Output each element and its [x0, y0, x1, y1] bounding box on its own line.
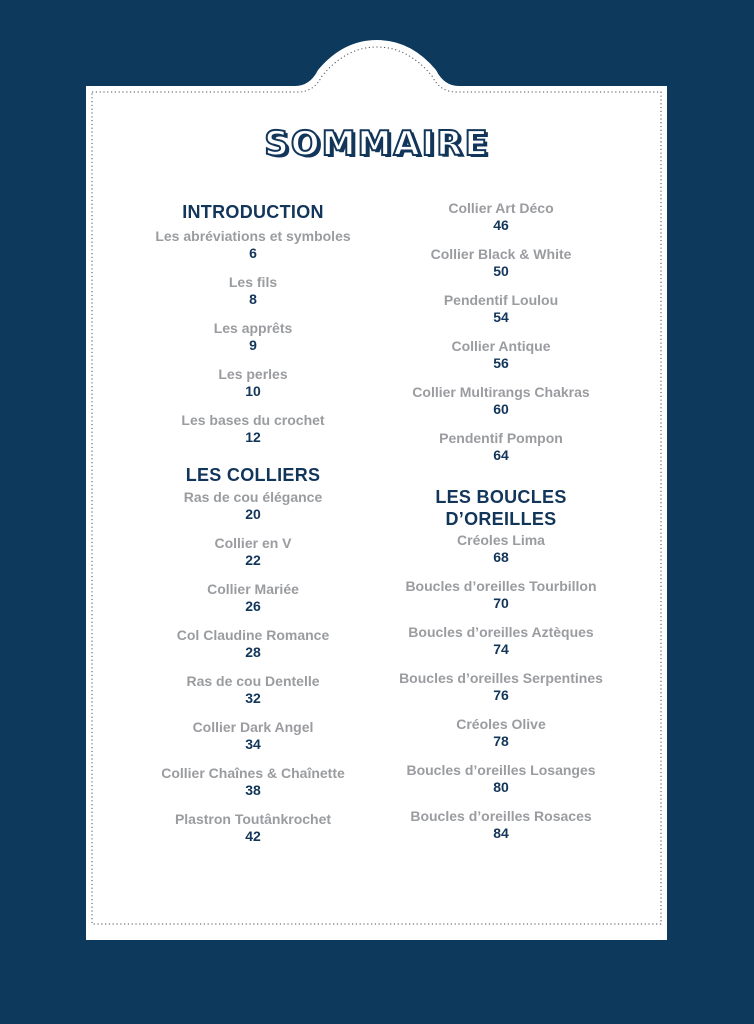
toc-entry[interactable]	[356, 624, 646, 658]
entry-title: Collier en V	[214, 535, 292, 551]
entry-page: 20	[245, 506, 261, 522]
toc-entry[interactable]	[356, 384, 646, 418]
entry-title: Boucles d’oreilles Rosaces	[410, 808, 592, 824]
toc-entry[interactable]	[108, 489, 398, 523]
entry-title: Les bases du crochet	[181, 412, 325, 428]
toc-entry[interactable]	[356, 532, 646, 566]
page-title: SOMMAIRE	[264, 124, 490, 164]
entry-page: 78	[493, 733, 509, 749]
entry-title: Les apprêts	[213, 320, 293, 336]
entry-page: 46	[493, 217, 509, 233]
entry-page: 6	[249, 245, 257, 261]
entry-page: 42	[245, 828, 261, 844]
toc-entry[interactable]	[108, 719, 398, 753]
entry-page: 56	[493, 355, 509, 371]
entry-page: 34	[245, 736, 261, 752]
toc-entry[interactable]	[356, 338, 646, 372]
entry-page: 70	[493, 595, 509, 611]
entry-title: Les fils	[228, 274, 278, 290]
section-heading-colliers: LES COLLIERS	[185, 465, 321, 485]
entry-page: 9	[249, 337, 257, 353]
entry-title: Pendentif Pompon	[439, 430, 563, 446]
section-heading-boucles	[356, 486, 646, 530]
entry-page: 76	[493, 687, 509, 703]
entry-title: Créoles Lima	[457, 532, 545, 548]
right-column	[356, 200, 646, 842]
entry-page: 22	[245, 552, 261, 568]
entry-page: 32	[245, 690, 261, 706]
entry-title: Collier Art Déco	[448, 200, 554, 216]
entry-title: Collier Multirangs Chakras	[412, 384, 590, 400]
toc-entry[interactable]	[108, 274, 398, 308]
entry-title: Boucles d’oreilles Aztèques	[408, 624, 594, 640]
entry-page: 64	[493, 447, 509, 463]
entry-title: Boucles d’oreilles Tourbillon	[405, 578, 597, 594]
entry-title: Ras de cou Dentelle	[186, 673, 320, 689]
entry-title: Boucles d’oreilles Serpentines	[399, 670, 603, 686]
entry-page: 68	[493, 549, 509, 565]
section-heading-introduction: INTRODUCTION	[182, 202, 324, 222]
toc-entry[interactable]	[356, 292, 646, 326]
entry-page: 12	[245, 429, 261, 445]
entry-page: 50	[493, 263, 509, 279]
toc-entry[interactable]	[356, 200, 646, 234]
toc-entry[interactable]	[108, 765, 398, 799]
entry-page: 10	[245, 383, 261, 399]
toc-entry[interactable]	[356, 762, 646, 796]
entry-title: Boucles d’oreilles Losanges	[406, 762, 596, 778]
entry-title: Les abréviations et symboles	[155, 228, 351, 244]
toc-entry[interactable]	[108, 412, 398, 446]
section-heading-line: LES BOUCLES	[435, 487, 567, 507]
toc-entry[interactable]	[108, 535, 398, 569]
entry-title: Collier Chaînes & Chaînette	[161, 765, 345, 781]
left-column	[108, 200, 398, 845]
toc-entry[interactable]	[356, 578, 646, 612]
entry-page: 60	[493, 401, 509, 417]
entry-title: Collier Mariée	[207, 581, 299, 597]
entry-page: 84	[493, 825, 509, 841]
toc-entry[interactable]	[108, 320, 398, 354]
entry-title: Collier Dark Angel	[192, 719, 314, 735]
entry-page: 74	[493, 641, 509, 657]
entry-page: 28	[245, 644, 261, 660]
entry-title: Les perles	[218, 366, 288, 382]
toc-entry[interactable]	[108, 228, 398, 262]
entry-page: 8	[249, 291, 257, 307]
toc-entry[interactable]	[356, 716, 646, 750]
entry-title: Créoles Olive	[456, 716, 546, 732]
entry-title: Collier Antique	[451, 338, 551, 354]
entry-page: 80	[493, 779, 509, 795]
toc-entry[interactable]	[356, 246, 646, 280]
entry-page: 26	[245, 598, 261, 614]
toc-entry[interactable]	[108, 673, 398, 707]
toc-entry[interactable]	[356, 808, 646, 842]
entry-title: Pendentif Loulou	[443, 292, 559, 308]
entry-title: Plastron Toutânkrochet	[174, 811, 332, 827]
entry-title: Ras de cou élégance	[183, 489, 323, 505]
toc-entry[interactable]	[108, 581, 398, 615]
toc-entry[interactable]	[108, 366, 398, 400]
toc-entry[interactable]	[356, 430, 646, 464]
section-heading-line: D’OREILLES	[445, 509, 557, 529]
entry-page: 54	[493, 309, 509, 325]
toc-entry[interactable]	[108, 811, 398, 845]
entry-title: Collier Black & White	[430, 246, 572, 262]
entry-title: Col Claudine Romance	[176, 627, 330, 643]
entry-page: 38	[245, 782, 261, 798]
toc-entry[interactable]	[356, 670, 646, 704]
toc-entry[interactable]	[108, 627, 398, 661]
